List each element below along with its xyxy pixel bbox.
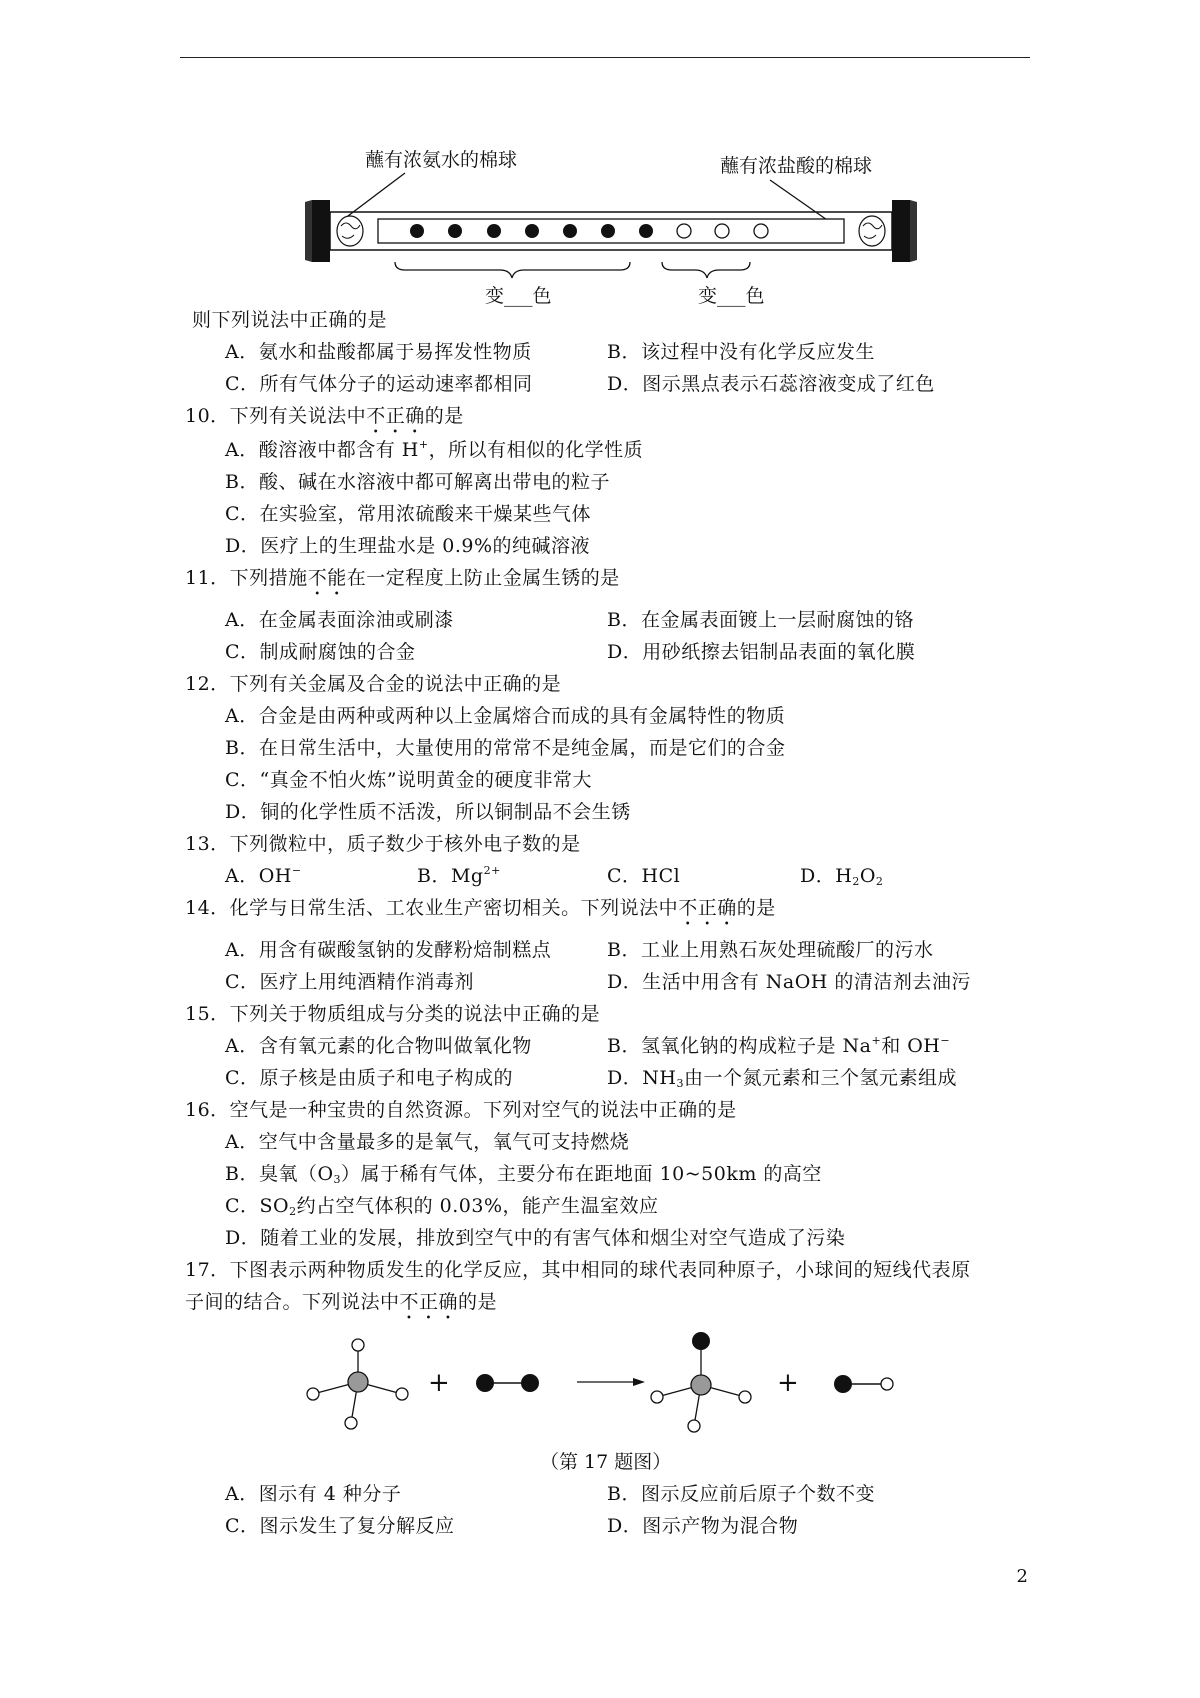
q10-option-c: C．在实验室，常用浓硫酸来干燥某些气体: [225, 503, 592, 525]
emphasis-text: 不正确: [399, 1291, 459, 1313]
q9-stem: 则下列说法中正确的是: [192, 309, 388, 331]
emphasis-text: 不能: [307, 567, 347, 589]
right-color-change-label: 变___色: [698, 285, 765, 307]
black-dot: [525, 224, 539, 238]
q10-option-d: D．医疗上的生理盐水是 0.9%的纯碱溶液: [225, 535, 591, 557]
black-dot: [563, 224, 577, 238]
q16-option-b: B．臭氧$(O_3)$属于稀有气体，主要分布在距地面 10~50km 的高空: [225, 1163, 822, 1186]
q11-option-d: D．用砂纸擦去铝制品表面的氧化膜: [607, 641, 916, 663]
left-stopper-tip: [305, 200, 312, 262]
q17-option-b: B．图示反应前后原子个数不变: [607, 1483, 875, 1505]
q10-option-a: A．酸溶液中都含有 H+，所以有相似的化学性质: [225, 438, 644, 461]
right-stopper-tip: [910, 200, 917, 262]
black-dot: [448, 224, 462, 238]
ammonia-cotton-ball: [337, 216, 363, 246]
q14-option-d: D．生活中用含有 NaOH 的清洁剂去油污: [607, 971, 971, 993]
q9-option-b: B．该过程中没有化学反应发生: [607, 341, 875, 363]
q11-option-a: A．在金属表面涂油或刷漆: [225, 609, 454, 631]
q17-option-a: A．图示有 4 种分子: [225, 1483, 402, 1505]
white-dot: [677, 224, 691, 238]
black-dot: [639, 224, 653, 238]
q14-option-c: C．医疗上用纯酒精作消毒剂: [225, 971, 475, 993]
product-molecule-2: [834, 1375, 893, 1393]
q10-stem: 10．下列有关说法中不正确的是: [185, 405, 464, 427]
q14-option-b: B．工业上用熟石灰处理硫酸厂的污水: [607, 939, 934, 961]
right-stopper: [892, 200, 910, 262]
header-rule: [180, 57, 1030, 58]
q10-option-b: B．酸、碱在水溶液中都可解离出带电的粒子: [225, 471, 610, 493]
q13-option-c: C．HCl: [607, 865, 681, 887]
white-dot: [754, 224, 768, 238]
black-dot: [487, 224, 501, 238]
right-brace: [662, 262, 750, 278]
black-dot: [410, 224, 424, 238]
left-brace: [395, 262, 630, 278]
q9-option-c: C．所有气体分子的运动速率都相同: [225, 373, 533, 395]
q17-stem-line1: 17．下图表示两种物质发生的化学反应，其中相同的球代表同种原子，小球间的短线代表原: [185, 1259, 971, 1281]
q15-option-a: A．含有氧元素的化合物叫做氧化物: [225, 1035, 532, 1057]
q17-stem-line2: 子间的结合。下列说法中不正确的是: [185, 1291, 498, 1313]
label-hcl-cotton: 蘸有浓盐酸的棉球: [720, 155, 873, 177]
q13-option-d: D．$H_2O_2$: [800, 865, 884, 888]
figure-17-caption: （第 17 题图）: [540, 1451, 672, 1473]
reactant-molecule-2: [476, 1374, 539, 1392]
page-number: 2: [1016, 1566, 1028, 1587]
q13-option-a: A．OH−: [225, 864, 302, 887]
q14-option-a: A．用含有碳酸氢钠的发酵粉焙制糕点: [225, 939, 552, 961]
label-ammonia-cotton: 蘸有浓氨水的棉球: [365, 149, 518, 171]
q11-option-c: C．制成耐腐蚀的合金: [225, 641, 416, 663]
q15-option-d: D．$NH_3$由一个氮元素和三个氢元素组成: [607, 1067, 957, 1090]
plus-sign: +: [428, 1368, 450, 1398]
q12-option-a: A．合金是由两种或两种以上金属熔合而成的具有金属特性的物质: [225, 705, 786, 727]
left-color-change-label: 变___色: [485, 285, 552, 307]
hcl-cotton-ball: [859, 216, 885, 246]
q13-option-b: B．$Mg^{2+}$: [417, 864, 501, 887]
q16-stem: 16．空气是一种宝贵的自然资源。下列对空气的说法中正确的是: [185, 1099, 737, 1121]
q14-stem: 14．化学与日常生活、工农业生产密切相关。下列说法中不正确的是: [185, 897, 776, 919]
product-molecule-1: [651, 1332, 751, 1432]
emphasis-text: 不正确: [678, 897, 737, 919]
q12-stem: 12．下列有关金属及合金的说法中正确的是: [185, 673, 562, 695]
q12-option-c: C．“真金不怕火炼”说明黄金的硬度非常大: [225, 769, 592, 791]
reactant-molecule-1: [307, 1339, 408, 1429]
q13-stem: 13．下列微粒中，质子数少于核外电子数的是: [185, 833, 581, 855]
q16-option-c: C．$SO_2$约占空气体积的 0.03%，能产生温室效应: [225, 1195, 659, 1218]
left-stopper: [312, 200, 330, 262]
q11-option-b: B．在金属表面镀上一层耐腐蚀的铬: [607, 609, 914, 631]
q17-option-c: C．图示发生了复分解反应: [225, 1515, 455, 1537]
q15-stem: 15．下列关于物质组成与分类的说法中正确的是: [185, 1003, 601, 1025]
q16-option-d: D．随着工业的发展，排放到空气中的有害气体和烟尘对空气造成了污染: [225, 1227, 846, 1249]
reaction-arrow: [577, 1378, 645, 1386]
q9-option-d: D．图示黑点表示石蕊溶液变成了红色: [607, 373, 935, 395]
reaction-diagram: [295, 1325, 935, 1440]
black-dot: [601, 224, 615, 238]
q15-option-c: C．原子核是由质子和电子构成的: [225, 1067, 514, 1089]
q11-stem: 11．下列措施不能在一定程度上防止金属生锈的是: [185, 567, 620, 589]
q12-option-b: B．在日常生活中，大量使用的常常不是纯金属，而是它们的合金: [225, 737, 786, 759]
white-dot: [715, 224, 729, 238]
emphasis-text: 不正确: [366, 405, 425, 427]
plus-sign: +: [777, 1368, 799, 1398]
q12-option-d: D．铜的化学性质不活泼，所以铜制品不会生锈: [225, 801, 631, 823]
q9-option-a: A．氨水和盐酸都属于易挥发性物质: [225, 341, 532, 363]
diffusion-tube-figure: [300, 140, 920, 310]
q16-option-a: A．空气中含量最多的是氧气，氧气可支持燃烧: [225, 1131, 630, 1153]
q15-option-b: B．氢氧化钠的构成粒子是 Na+和 OH−: [607, 1034, 951, 1057]
q17-option-d: D．图示产物为混合物: [607, 1515, 799, 1537]
